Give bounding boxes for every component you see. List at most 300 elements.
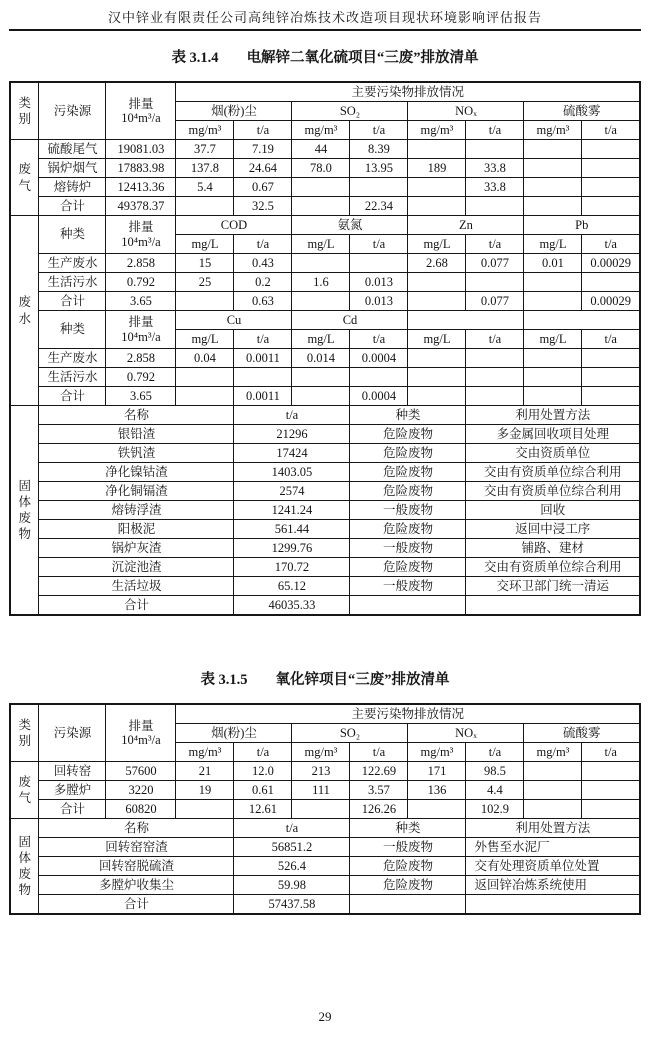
table-cell: 危险废物 [350,520,466,539]
column-header: 利用处置方法 [466,406,640,425]
column-header: t/a [234,819,350,838]
column-header: 名称 [39,406,234,425]
table-cell [524,178,582,197]
table-3-1-5-title-label: 表 3.1.5 [200,672,248,688]
category-label: 固体废物 [10,406,39,616]
table-cell: 8.39 [350,140,408,159]
table-cell [176,387,234,406]
table-cell: 111 [292,781,350,800]
unit-header: t/a [350,235,408,254]
table-cell: 2.858 [106,349,176,368]
table-row [10,82,640,102]
group-header: Cu [176,311,292,330]
table-cell [350,178,408,197]
table-row [10,311,640,330]
table-cell: 526.4 [234,857,350,876]
table-cell: 0.0004 [350,387,408,406]
table-cell: 102.9 [466,800,524,819]
table-cell: 回转窑 [39,762,106,781]
table-cell [176,292,234,311]
table-cell [524,159,582,178]
table-cell: 多膛炉 [39,781,106,800]
table-row [10,819,640,838]
table-cell [524,387,582,406]
table-cell: 生活污水 [39,368,106,387]
table-cell [524,762,582,781]
unit-header: mg/L [524,330,582,349]
table-cell: 1241.24 [234,501,350,520]
table-cell: 56851.2 [234,838,350,857]
column-header: 种类 [350,819,466,838]
table-cell [582,273,640,292]
table-row [10,463,640,482]
category-column-header: 类别 [10,82,39,140]
unit-header: t/a [582,330,640,349]
table-cell [408,368,466,387]
table-cell [408,800,466,819]
table-cell [292,254,350,273]
group-header: 烟(粉)尘 [176,102,292,121]
table-row [10,406,640,425]
unit-header: mg/m³ [292,743,350,762]
table-row [10,800,640,819]
table-row [10,577,640,596]
group-header: 氨氮 [292,216,408,235]
table-cell: 98.5 [466,762,524,781]
table-cell: 一般废物 [350,501,466,520]
table-cell: 59.98 [234,876,350,895]
table-cell [292,387,350,406]
header-divider [9,29,641,31]
unit-header: mg/L [292,235,350,254]
table-3-1-5-title [0,668,650,689]
table-cell [582,178,640,197]
table-cell: 136 [408,781,466,800]
table-row [10,349,640,368]
table-cell [524,349,582,368]
table-cell: 交由有资质单位综合利用 [466,558,640,577]
table-cell [582,781,640,800]
table-cell: 生活垃圾 [39,577,234,596]
table-cell [408,197,466,216]
column-header: 污染源 [39,704,106,762]
unit-header: mg/L [292,330,350,349]
table-cell: 0.43 [234,254,292,273]
unit-header: t/a [466,121,524,140]
table-cell: 0.014 [292,349,350,368]
table-cell [582,762,640,781]
table-cell: 一般废物 [350,838,466,857]
table-cell: 0.792 [106,273,176,292]
page-number: 29 [318,1009,332,1024]
column-header: 污染源 [39,82,106,140]
table-cell: 122.69 [350,762,408,781]
table-cell: 189 [408,159,466,178]
category-column-header: 类别 [10,704,39,762]
table-cell [408,311,524,330]
table-cell: 0.013 [350,292,408,311]
table-cell: 57600 [106,762,176,781]
table-cell [408,387,466,406]
unit-header: t/a [234,330,292,349]
table-cell: 3.65 [106,387,176,406]
unit-header: mg/m³ [408,121,466,140]
table-row [10,482,640,501]
table-cell: 合计 [39,292,106,311]
group-header: Cd [292,311,408,330]
table-cell [408,140,466,159]
table-cell: 19 [176,781,234,800]
table-cell: 回转窑脱硫渣 [39,857,234,876]
column-header: 排量 10⁴m³/a [106,82,176,140]
group-header: Zn [408,216,524,235]
table-cell [582,800,640,819]
table-row [10,539,640,558]
table-cell: 17883.98 [106,159,176,178]
table-cell: 0.00029 [582,292,640,311]
table-cell: 0.0004 [350,349,408,368]
table-cell: 21 [176,762,234,781]
table-cell: 多金属回收项目处理 [466,425,640,444]
table-cell: 0.792 [106,368,176,387]
table-cell: 57437.58 [234,895,350,915]
table-cell [408,273,466,292]
table-cell [350,254,408,273]
table-cell: 5.4 [176,178,234,197]
table-cell: 锅炉灰渣 [39,539,234,558]
unit-header: t/a [350,121,408,140]
table-cell: 熔铸炉 [39,178,106,197]
unit-header: t/a [234,743,292,762]
category-label: 废水 [10,216,39,406]
table-cell: 137.8 [176,159,234,178]
table-cell: 回收 [466,501,640,520]
table-cell: 0.01 [524,254,582,273]
table-cell: 0.63 [234,292,292,311]
table-3-1-4 [9,81,641,616]
table-row [10,558,640,577]
table-cell: 净化镍钴渣 [39,463,234,482]
table-cell: 171 [408,762,466,781]
table-cell [176,368,234,387]
table-cell [524,273,582,292]
table-cell: 12.0 [234,762,292,781]
table-cell [466,349,524,368]
table-cell: 21296 [234,425,350,444]
table-cell [582,159,640,178]
table-cell [292,197,350,216]
table-cell: 65.12 [234,577,350,596]
table-cell [524,292,582,311]
table-row [10,895,640,915]
table-cell: 3.57 [350,781,408,800]
table-cell [292,368,350,387]
group-header: NOₓ [408,724,524,743]
table-cell: 危险废物 [350,444,466,463]
category-label: 废气 [10,762,39,819]
unit-header: t/a [350,743,408,762]
table-cell [350,368,408,387]
table-cell: 0.61 [234,781,292,800]
table-row [10,501,640,520]
table-cell: 危险废物 [350,558,466,577]
unit-header: t/a [582,743,640,762]
table-cell: 46035.33 [234,596,350,616]
table-row [10,159,640,178]
table-cell: 锅炉烟气 [39,159,106,178]
table-cell [466,273,524,292]
table-cell: 126.26 [350,800,408,819]
table-row [10,140,640,159]
table-row [10,596,640,616]
table-cell: 铁钒渣 [39,444,234,463]
table-cell: 49378.37 [106,197,176,216]
table-cell [408,292,466,311]
group-header: 主要污染物排放情况 [176,704,640,724]
table-cell [524,140,582,159]
table-row [10,273,640,292]
table-row [10,425,640,444]
table-cell: 1299.76 [234,539,350,558]
column-header: 排量 10⁴m³/a [106,704,176,762]
table-cell: 危险废物 [350,463,466,482]
group-header: 硫酸雾 [524,724,640,743]
table-row [10,444,640,463]
table-cell: 一般废物 [350,539,466,558]
table-cell [582,349,640,368]
table-cell: 净化铜镉渣 [39,482,234,501]
table-cell: 4.4 [466,781,524,800]
unit-header: t/a [234,121,292,140]
table-cell: 0.04 [176,349,234,368]
table-cell: 合计 [39,895,234,915]
table-cell [466,197,524,216]
table-cell: 25 [176,273,234,292]
table-3-1-5-title-text: 氧化锌项目“三废”排放清单 [275,672,450,688]
table-cell: 0.013 [350,273,408,292]
table-cell [524,311,640,330]
table-cell [466,387,524,406]
table-3-1-5 [9,703,641,915]
table-cell [292,178,350,197]
table-row [10,216,640,235]
unit-header: t/a [350,330,408,349]
column-header: 名称 [39,819,234,838]
table-cell: 2574 [234,482,350,501]
table-cell [292,292,350,311]
group-header: Pb [524,216,640,235]
table-cell: 合计 [39,387,106,406]
unit-header: mg/m³ [524,743,582,762]
table-cell: 0.077 [466,292,524,311]
table-3-1-4-title [0,46,650,67]
group-header: 硫酸雾 [524,102,640,121]
table-cell [582,368,640,387]
table-cell: 44 [292,140,350,159]
table-cell: 阳极泥 [39,520,234,539]
table-cell: 回转窑窑渣 [39,838,234,857]
report-header-title: 汉中锌业有限责任公司高纯锌冶炼技术改造项目现状环境影响评估报告 [107,10,542,25]
table-cell [582,140,640,159]
table-3-1-4-title-label: 表 3.1.4 [171,50,219,66]
table-cell: 12.61 [234,800,292,819]
table-cell: 危险废物 [350,876,466,895]
unit-header: t/a [234,235,292,254]
column-header: 排量 10⁴m³/a [106,216,176,254]
table-cell: 0.077 [466,254,524,273]
table-cell: 60820 [106,800,176,819]
group-header: 烟(粉)尘 [176,724,292,743]
table-cell [466,368,524,387]
unit-header: mg/L [176,330,234,349]
table-row [10,178,640,197]
table-cell: 0.0011 [234,349,292,368]
table-cell: 15 [176,254,234,273]
table-row [10,254,640,273]
table-cell [466,140,524,159]
table-row [10,838,640,857]
table-cell [524,197,582,216]
table-row [10,368,640,387]
group-header: SO₂ [292,102,408,121]
unit-header: mg/L [408,235,466,254]
table-cell: 交由有资质单位综合利用 [466,482,640,501]
table-row [10,387,640,406]
table-cell [176,197,234,216]
table-cell [408,178,466,197]
table-cell: 铺路、建材 [466,539,640,558]
table-cell: 硫酸尾气 [39,140,106,159]
table-cell [408,349,466,368]
unit-header: t/a [466,330,524,349]
unit-header: t/a [582,121,640,140]
table-cell [524,800,582,819]
unit-header: t/a [582,235,640,254]
group-header: COD [176,216,292,235]
table-cell: 熔铸浮渣 [39,501,234,520]
table-cell: 交由资质单位 [466,444,640,463]
table-cell: 7.19 [234,140,292,159]
table-cell: 多膛炉收集尘 [39,876,234,895]
table-cell: 33.8 [466,178,524,197]
column-header: 排量 10⁴m³/a [106,311,176,349]
table-row [10,781,640,800]
table-cell: 危险废物 [350,857,466,876]
table-row [10,520,640,539]
unit-header: t/a [466,743,524,762]
table-cell [582,387,640,406]
unit-header: mg/m³ [408,743,466,762]
table-cell [466,596,640,616]
table-row [10,292,640,311]
table-cell: 0.0011 [234,387,292,406]
table-cell: 33.8 [466,159,524,178]
table-cell: 合计 [39,596,234,616]
table-cell: 0.67 [234,178,292,197]
table-cell: 22.34 [350,197,408,216]
table-cell: 生产废水 [39,254,106,273]
unit-header: mg/m³ [524,121,582,140]
table-cell: 银铅渣 [39,425,234,444]
table-cell: 一般废物 [350,577,466,596]
table-cell: 213 [292,762,350,781]
table-cell [524,368,582,387]
table-cell: 12413.36 [106,178,176,197]
table-cell [176,800,234,819]
unit-header: mg/m³ [176,121,234,140]
table-cell: 1403.05 [234,463,350,482]
column-header: 种类 [350,406,466,425]
column-header: t/a [234,406,350,425]
column-header: 种类 [39,216,106,254]
table-cell: 危险废物 [350,482,466,501]
table-cell: 17424 [234,444,350,463]
table-cell [350,895,466,915]
table-row [10,762,640,781]
table-cell: 生活污水 [39,273,106,292]
table-cell: 沉淀池渣 [39,558,234,577]
table-cell: 返回中浸工序 [466,520,640,539]
table-cell: 合计 [39,800,106,819]
table-cell [466,895,640,915]
group-header: 主要污染物排放情况 [176,82,640,102]
table-cell: 0.2 [234,273,292,292]
table-cell: 3220 [106,781,176,800]
category-label: 废气 [10,140,39,216]
table-cell: 561.44 [234,520,350,539]
unit-header: t/a [466,235,524,254]
table-cell: 19081.03 [106,140,176,159]
unit-header: mg/m³ [176,743,234,762]
table-cell: 24.64 [234,159,292,178]
table-cell: 合计 [39,197,106,216]
table-cell: 交有处理资质单位处置 [466,857,640,876]
category-label: 固体废物 [10,819,39,915]
table-cell: 0.00029 [582,254,640,273]
column-header: 种类 [39,311,106,349]
table-cell: 危险废物 [350,425,466,444]
table-cell: 37.7 [176,140,234,159]
table-cell: 1.6 [292,273,350,292]
unit-header: mg/L [408,330,466,349]
table-cell: 78.0 [292,159,350,178]
unit-header: mg/m³ [292,121,350,140]
table-cell: 返回锌冶炼系统使用 [466,876,640,895]
table-cell [524,781,582,800]
table-cell: 2.858 [106,254,176,273]
table-cell [234,368,292,387]
unit-header: mg/L [176,235,234,254]
table-cell: 生产废水 [39,349,106,368]
table-cell: 13.95 [350,159,408,178]
table-cell [582,197,640,216]
table-row [10,197,640,216]
table-cell: 2.68 [408,254,466,273]
table-cell: 3.65 [106,292,176,311]
table-row [10,704,640,724]
column-header: 利用处置方法 [466,819,640,838]
table-row [10,857,640,876]
table-cell: 交环卫部门统一清运 [466,577,640,596]
table-cell: 170.72 [234,558,350,577]
group-header: NOₓ [408,102,524,121]
table-cell [292,800,350,819]
table-cell [350,596,466,616]
table-cell: 32.5 [234,197,292,216]
table-3-1-4-title-text: 电解锌二氧化硫项目“三废”排放清单 [246,50,479,66]
group-header: SO₂ [292,724,408,743]
table-row [10,876,640,895]
